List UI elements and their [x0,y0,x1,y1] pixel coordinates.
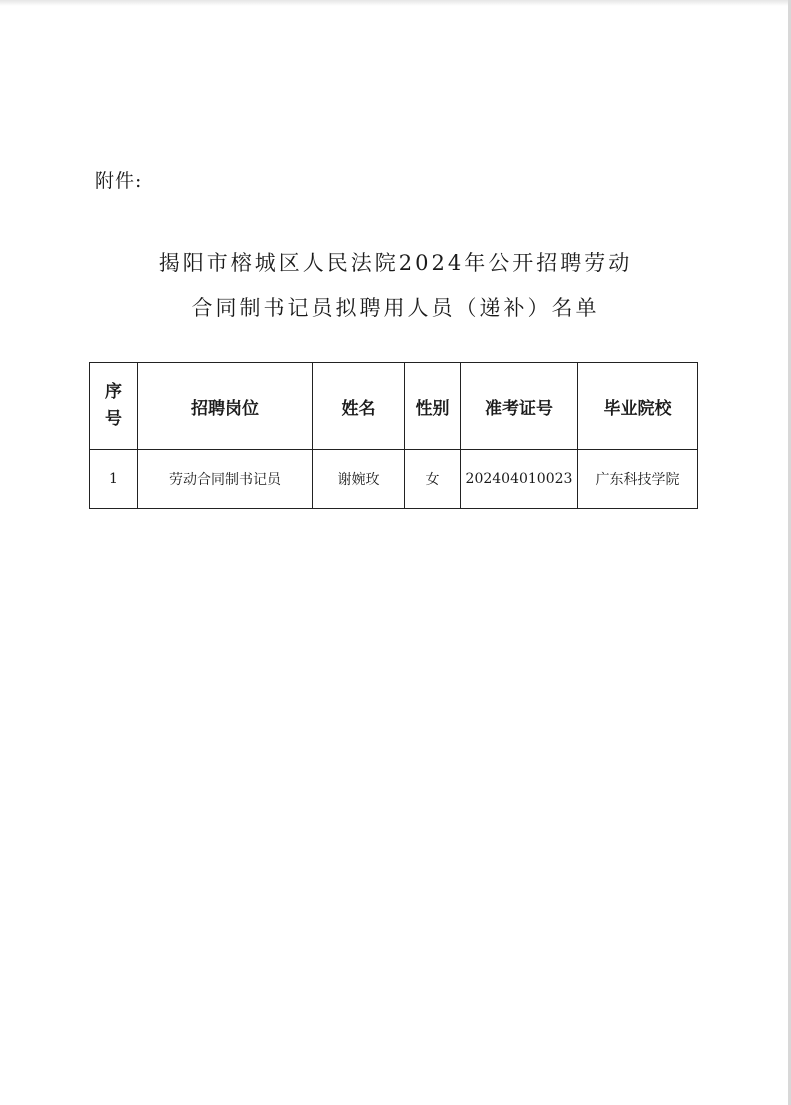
header-seq-line-2: 号 [105,409,122,429]
page-top-edge [0,0,791,6]
table-header-row [90,363,698,450]
header-name: 姓名 [313,363,405,450]
table-row [90,450,698,509]
header-position: 招聘岗位 [138,363,313,450]
cell-school: 广东科技学院 [578,450,698,509]
header-exam-no: 准考证号 [461,363,578,450]
attachment-label: 附件: [95,170,143,192]
header-seq [90,363,138,450]
title-line-2: 合同制书记员拟聘用人员（递补）名单 [191,296,600,320]
cell-exam-no: 202404010023 [461,450,578,509]
cell-gender: 女 [405,450,461,509]
hire-list-table [89,362,698,509]
cell-name: 谢婉玫 [313,450,405,509]
header-seq-line-1: 序 [105,382,122,402]
header-school: 毕业院校 [578,363,698,450]
title-line-1: 揭阳市榕城区人民法院2024年公开招聘劳动 [158,251,633,275]
header-gender: 性别 [405,363,461,450]
cell-seq: 1 [90,450,138,509]
document-title [0,241,791,331]
cell-position: 劳动合同制书记员 [138,450,313,509]
